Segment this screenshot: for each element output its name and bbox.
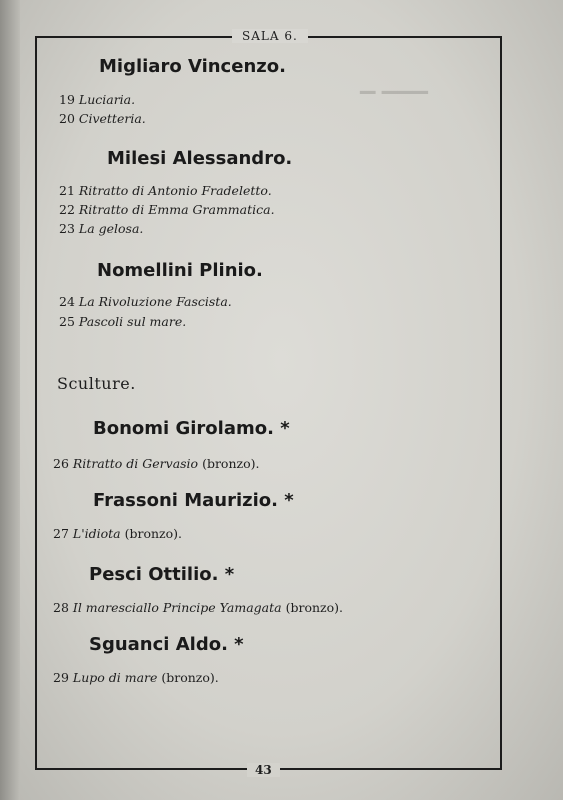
page-header: SALA 6. [232,29,308,43]
work-number: 21 [59,183,75,198]
work-title: Ritratto di Gervasio [72,456,199,471]
work-number: 19 [59,92,75,107]
work-item [53,456,259,471]
sculptor-name: Pesci Ottilio. * [89,564,235,585]
work-title: Ritratto di Antonio Fradeletto. [78,183,272,198]
work-medium: (bronzo). [157,670,219,685]
work-item [59,202,275,217]
work-item [59,111,146,126]
work-number: 22 [59,202,75,217]
work-title: La Rivoluzione Fascista. [78,294,232,309]
work-item [53,600,343,615]
section-title: Sculture. [57,374,136,393]
work-item [53,526,182,541]
page-number: 43 [247,763,280,777]
work-medium: (bronzo). [281,600,343,615]
sculptor-name: Sguanci Aldo. * [89,634,244,655]
artist-name: Nomellini Plinio. [97,260,263,281]
sculptor-name: Frassoni Maurizio. * [93,490,294,511]
work-number: 25 [59,314,75,329]
work-number: 27 [53,526,69,541]
work-number: 28 [53,600,69,615]
work-title: Pascoli sul mare. [78,314,187,329]
work-title: Lupo di mare [72,670,158,685]
work-title: La gelosa. [78,221,144,236]
page-gutter [0,0,20,800]
artist-name: Migliaro Vincenzo. [99,56,286,77]
work-title: Civetteria. [78,111,146,126]
sculptor-name: Bonomi Girolamo. * [93,418,290,439]
work-item [59,183,272,198]
work-medium: (bronzo). [198,456,260,471]
artist-name: Milesi Alessandro. [107,148,293,169]
work-item [59,294,232,309]
work-title: Il maresciallo Principe Yamagata [72,600,282,615]
work-title: Ritratto di Emma Grammatica. [78,202,275,217]
work-number: 26 [53,456,69,471]
bleed-through: ▁▁▁ ▁ [360,70,428,94]
work-title: Luciaria. [78,92,136,107]
work-number: 29 [53,670,69,685]
work-item [59,314,186,329]
work-item [59,221,143,236]
work-title: L'idiota [72,526,121,541]
work-number: 23 [59,221,75,236]
work-item [59,92,135,107]
work-item [53,670,219,685]
work-medium: (bronzo). [120,526,183,541]
page-frame [35,29,502,777]
work-number: 20 [59,111,75,126]
work-number: 24 [59,294,75,309]
